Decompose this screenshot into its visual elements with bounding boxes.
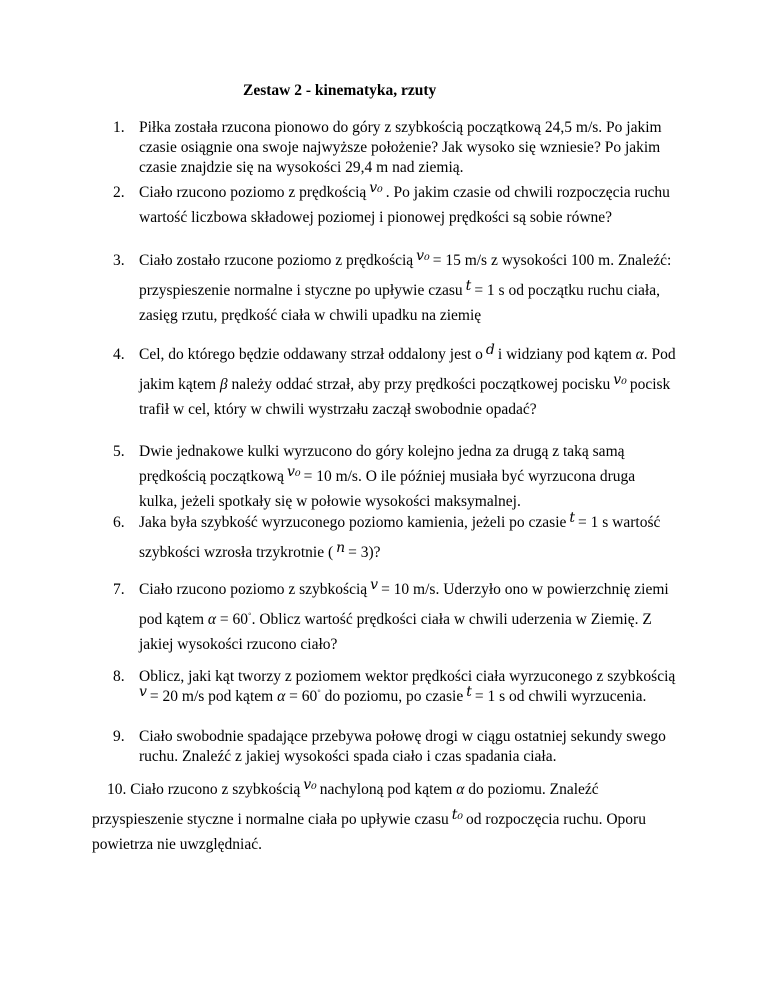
alpha-symbol: α (635, 346, 644, 363)
problem-number: 2. (113, 184, 125, 201)
problem-text (139, 508, 684, 568)
n-symbol: n (336, 540, 346, 556)
text-segment: . Oblicz wartość prędkości ciała w chwili uderzenia w Ziemię. Z (251, 611, 652, 628)
text-line: jakiej wysokości rzucono ciało? (139, 636, 338, 653)
problem-text (139, 667, 684, 707)
t-symbol: t (466, 684, 472, 700)
problem-text (139, 340, 684, 420)
d-symbol: d (485, 342, 495, 358)
v0-symbol: v₀ (369, 180, 383, 196)
text-segment: = 1 s wartość (578, 514, 661, 531)
text-segment: . Pod (643, 346, 676, 363)
text-segment: Cel, do którego będzie oddawany strzał oddalony jest o (139, 346, 483, 363)
text-segment: = 1 s od chwili wyrzucenia. (474, 688, 647, 705)
text-line (136, 684, 684, 707)
text-segment: pod kątem (139, 611, 208, 628)
problem-number: 4. (113, 346, 125, 363)
text-segment: = 60 (216, 611, 249, 628)
v-symbol: v (370, 577, 379, 593)
text-line: powietrza nie uwzględniać. (92, 836, 262, 853)
problem-number: 7. (113, 581, 125, 598)
v0-symbol: v₀ (613, 372, 627, 388)
beta-symbol: β (219, 376, 228, 393)
t-symbol: t (465, 278, 472, 294)
text-segment: = 20 m/s pod kątem (149, 688, 278, 705)
v-symbol: v (139, 684, 147, 700)
text-line (139, 605, 684, 635)
text-segment: . Po jakim czasie od chwili rozpoczęcia ruchu (385, 184, 670, 201)
text-line (139, 370, 684, 400)
alpha-symbol: α (456, 781, 465, 798)
text-line: Oblicz, jaki kąt tworzy z poziomem wektor prędkości ciała wyrzuconego z szybkością (139, 668, 676, 685)
text-line (92, 805, 646, 835)
text-segment: od rozpoczęcia ruchu. Oporu (466, 811, 646, 828)
problem-number: 10. (107, 781, 127, 798)
v0-symbol: v₀ (303, 777, 317, 793)
text-segment: = 10 m/s. Uderzyło ono w powierzchnię ziemi (381, 581, 669, 598)
problem-number: 3. (113, 252, 125, 269)
text-segment: Ciało rzucono poziomo z prędkością (139, 184, 367, 201)
text-segment: do poziomu. Znaleźć (464, 781, 599, 798)
degree-symbol: ◦ (317, 686, 321, 697)
text-line: Dwie jednakowe kulki wyrzucono do góry kolejno jedna za drugą z taką samą (139, 443, 625, 460)
text-segment: jakim kątem (139, 376, 220, 393)
text-segment: = 60 (285, 688, 318, 705)
alpha-symbol: α (207, 611, 217, 628)
problem-text (139, 575, 684, 655)
text-line: czasie znajdzie się na wysokości 29,4 m nad ziemią. (139, 159, 464, 176)
text-line: Ciało swobodnie spadające przebywa połowę drogi w ciągu ostatniej sekundy swego (139, 728, 666, 745)
text-line (139, 508, 684, 538)
text-line (139, 538, 684, 568)
text-segment: Ciało rzucono poziomo z szybkością (139, 581, 368, 598)
text-segment: prędkością początkową (139, 468, 285, 485)
text-line: wartość liczbowa składowej poziomej i pionowej prędkości są sobie równe? (139, 209, 613, 226)
text-segment: przyspieszenie normalne i styczne po upływie czasu (139, 282, 463, 299)
text-line (139, 178, 684, 208)
text-line: czasie osiągnie ona swoje najwyższe położenie? Jak wysoko się wzniesie? Po jakim (139, 139, 661, 156)
text-line (139, 462, 684, 492)
text-segment: = 3)? (348, 544, 381, 561)
text-segment: Ciało rzucono z szybkością (130, 781, 301, 798)
text-segment: i widziany pod kątem (497, 346, 636, 363)
text-segment: nachyloną pod kątem (319, 781, 457, 798)
problem-text (139, 178, 684, 228)
problem-number: 9. (113, 728, 125, 745)
text-line (139, 246, 684, 276)
text-line (139, 276, 684, 306)
text-segment: = 10 m/s. O ile później musiała być wyrzucona druga (303, 468, 636, 485)
text-segment: Jaka była szybkość wyrzuconego poziomo kamienia, jeżeli po czasie (139, 514, 567, 531)
text-segment: do poziomu, po czasie (320, 688, 464, 705)
t0-symbol: t₀ (451, 807, 464, 823)
text-segment: Ciało zostało rzucone poziomo z prędkością (139, 252, 414, 269)
text-line (139, 340, 684, 370)
text-segment: należy oddać strzał, aby przy prędkości początkowej pocisku (227, 376, 611, 393)
degree-symbol: ◦ (248, 609, 252, 620)
text-line: kulka, jeżeli spotkały się w połowie wysokości maksymalnej. (139, 493, 521, 510)
t-symbol: t (569, 510, 576, 526)
text-segment: = 1 s od początku ruchu ciała, (474, 282, 660, 299)
text-line (139, 575, 684, 605)
text-segment: szybkości wzrosła trzykrotnie ( (139, 544, 334, 561)
document-title: Zestaw 2 - kinematyka, rzuty (243, 82, 437, 99)
text-line: trafił w cel, który w chwili wystrzału zaczął swobodnie opadać? (139, 401, 537, 418)
problem-number: 5. (113, 443, 125, 460)
problem-text (139, 727, 684, 767)
text-line: ruchu. Znaleźć z jakiej wysokości spada ciało i czas spadania ciała. (139, 748, 557, 765)
text-segment: = 15 m/s z wysokości 100 m. Znaleźć: (432, 252, 672, 269)
text-segment: pocisk (629, 376, 671, 393)
text-line: Piłka została rzucona pionowo do góry z szybkością początkową 24,5 m/s. Po jakim (139, 119, 662, 136)
alpha-symbol: α (277, 688, 286, 705)
problem-text (139, 118, 684, 178)
problem-text (139, 442, 684, 512)
problem-number: 8. (113, 668, 125, 685)
problem-number: 6. (113, 514, 125, 531)
problem-number: 1. (113, 119, 125, 136)
problem-text (139, 246, 684, 326)
problem-text (92, 805, 646, 855)
text-line: zasięg rzutu, prędkość ciała w chwili upadku na ziemię (139, 307, 482, 324)
v0-symbol: v₀ (287, 464, 301, 480)
text-segment: przyspieszenie styczne i normalne ciała po upływie czasu (92, 811, 449, 828)
text-line (107, 775, 599, 805)
v0-symbol: v₀ (416, 248, 430, 264)
